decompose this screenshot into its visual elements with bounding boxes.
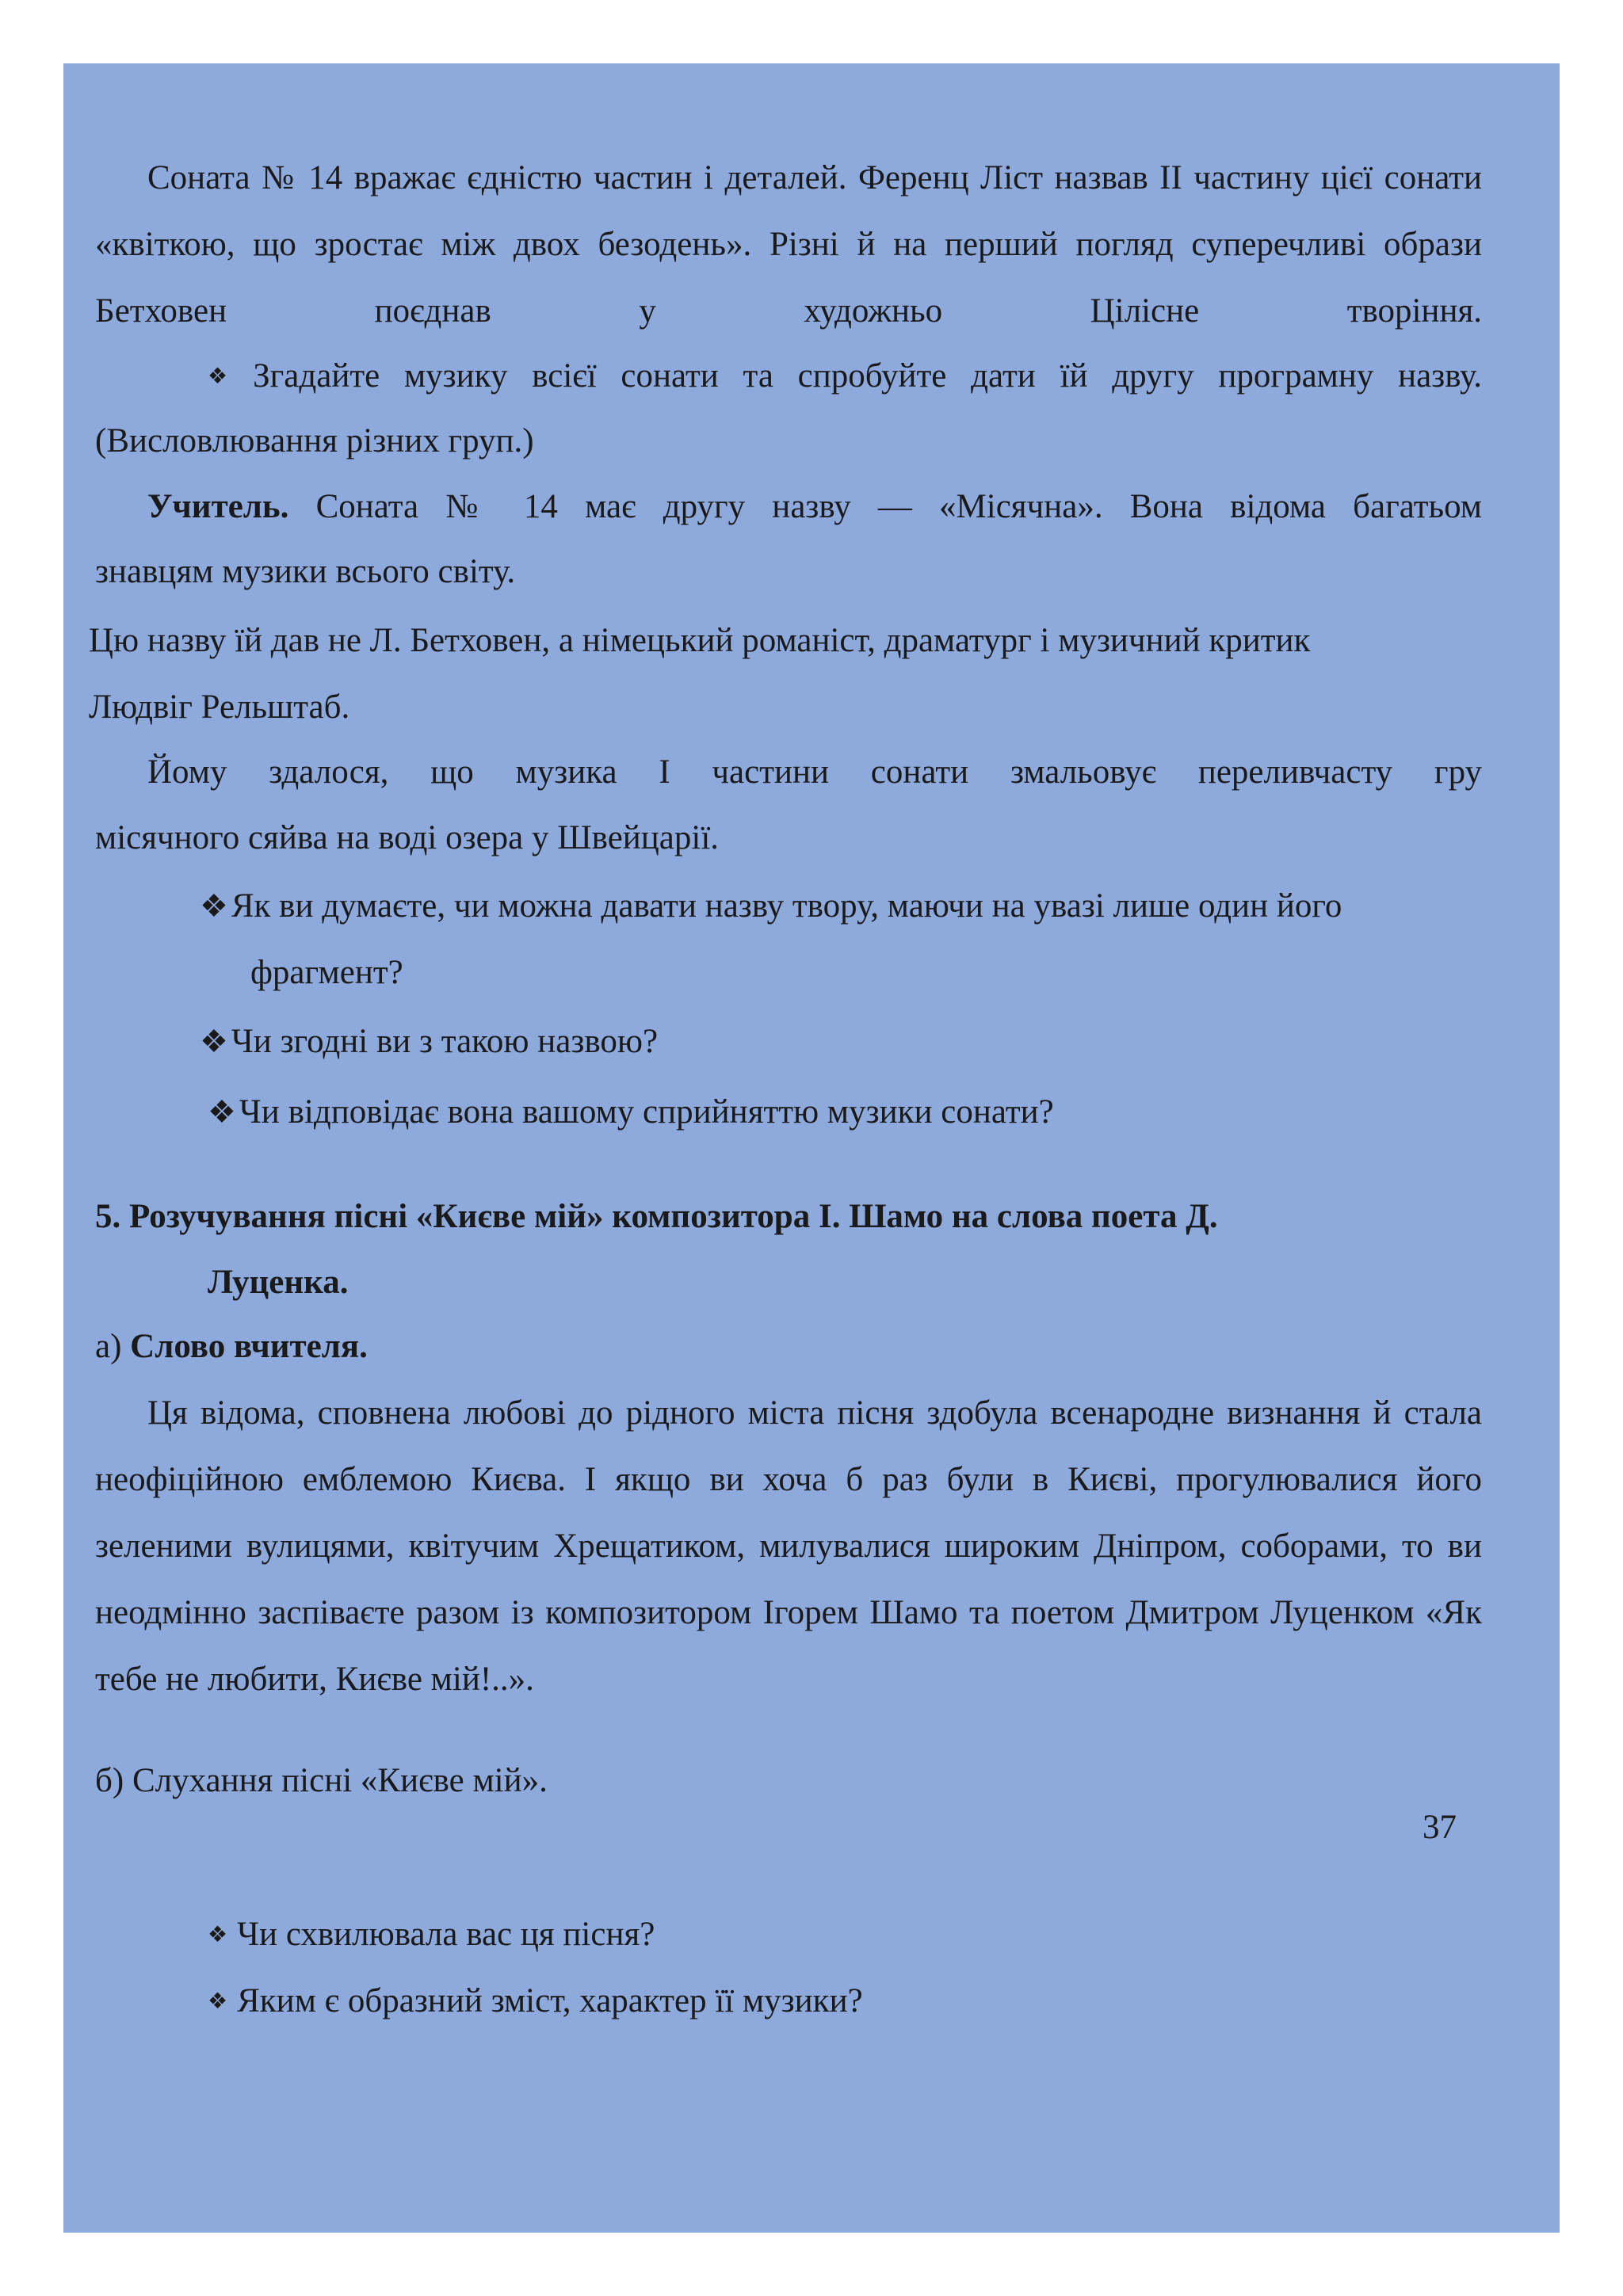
question-text: Яким є образний зміст, характер її музики? (237, 1982, 863, 2019)
section-heading-continuation: Луценка. (208, 1264, 349, 1301)
teacher-label: Учитель. (147, 488, 289, 525)
paragraph-name-origin-line2: Людвіг Рельштаб. (89, 688, 350, 726)
paragraph-moonlight-continuation: місячного сяйва на воді озера у Швейцарії. (95, 819, 720, 856)
diamond-bullet-icon: ❖ (208, 1923, 228, 1947)
diamond-bullet-icon: ❖ (200, 888, 228, 924)
teacher-statement (95, 474, 1482, 540)
diamond-bullet-icon: ❖ (200, 1024, 228, 1059)
question-fragment-name-continuation: фрагмент? (250, 954, 403, 991)
paragraph-kyiv-song: Ця відома, сповнена любові до рідного міста пісня здобула всенародне визнання й стала неофіційною емблемою Києва. І якщо ви хоча б раз були в Києві, прогулювалися його зеленими вулицями, квітучим Хрещатиком, милувалися широким Дніпром, соборами, то ви неодмінно заспіваєте разом із композитором Ігорем Шамо та поетом Дмитром Луценком «Як тебе не любити, Києве мій!..». (95, 1394, 1482, 1698)
teacher-text: Соната № 14 має другу назву — «Місячна». Вона відома багатьом (315, 488, 1483, 525)
question-text: Як ви думаєте, чи можна давати назву твору, маючи на увазі лише один його (231, 887, 1342, 925)
page-number: 37 (1423, 1809, 1457, 1846)
section-heading: 5. Розучування пісні «Києве мій» композитора І. Шамо на слова поета Д. (95, 1198, 1218, 1235)
question-song-emotion (208, 1901, 655, 1969)
subsection-a-prefix: а) (95, 1328, 122, 1365)
paragraph-moonlight: Йому здалося, що музика І частини сонати змальовує переливчасту гру (147, 753, 1482, 791)
question-agree-name (200, 1009, 658, 1075)
question-perception (208, 1079, 1054, 1146)
diamond-bullet-icon: ❖ (208, 1989, 228, 2014)
question-text: Чи відповідає вона вашому сприйняттю музики сонати? (239, 1093, 1054, 1131)
paragraph-name-origin-line1: Цю назву їй дав не Л. Бетховен, а німецький романіст, драматург і музичний критик (89, 622, 1311, 659)
teacher-statement-continuation: знавцям музики всього світу. (95, 553, 516, 590)
subsection-a-label: Слово вчителя. (130, 1328, 368, 1365)
question-text: Чи згодні ви з такою назвою? (231, 1023, 659, 1060)
question-text: Чи схвилювала вас ця пісня? (237, 1916, 655, 1953)
question-program-name-continuation: (Висловлювання різних груп.) (95, 422, 534, 460)
diamond-bullet-icon: ❖ (208, 1094, 236, 1130)
question-text: Згадайте музику всієї сонати та спробуйте дати їй другу програмну назву. (253, 357, 1482, 395)
diamond-bullet-icon: ❖ (208, 364, 244, 389)
question-fragment-name (200, 873, 1342, 940)
paragraph-sonata-unity: Соната № 14 вражає єдністю частин і деталей. Ференц Ліст назвав II частину цієї сонати «квіткою, що зростає між двох безодень». Різні й на перший погляд суперечливі образи Бетховен поєднав у художньо Цілісне творіння. (95, 159, 1482, 330)
subsection-a (95, 1314, 1482, 1380)
question-song-character (208, 1968, 863, 2035)
question-program-name (208, 343, 1482, 410)
subsection-b: б) Слухання пісні «Києве мій». (95, 1762, 548, 1799)
